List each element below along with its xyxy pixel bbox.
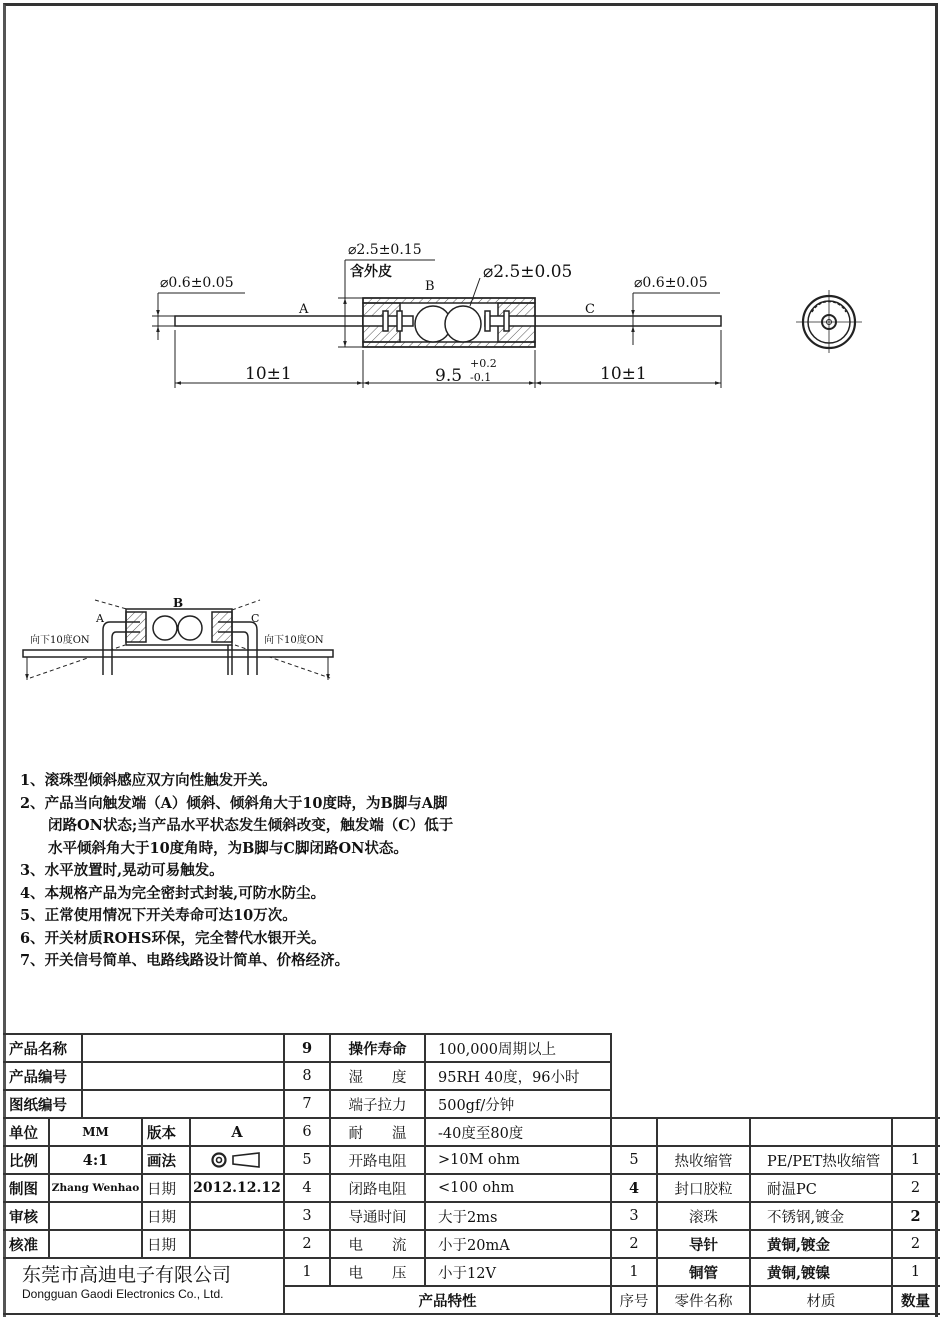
scale-label: 比例 [9, 1152, 38, 1170]
drawn-date-label: 日期 [147, 1181, 176, 1198]
note-4: 4、本规格产品为完全密封式封装,可防水防尘。 [20, 884, 326, 902]
bom-part-4: 封口胶粒 [674, 1181, 733, 1198]
note-2: 2、产品当向触发端（A）倾斜、倾斜角大于10度時，为B脚与A脚 [20, 794, 448, 812]
bom-header-qty: 数量 [901, 1292, 930, 1310]
char-no-4: 4 [302, 1180, 312, 1196]
product-name-label: 产品名称 [9, 1040, 67, 1058]
char-name-2: 电 流 [348, 1237, 407, 1254]
bom-no-5: 5 [629, 1152, 639, 1168]
lead-a [175, 316, 363, 326]
char-no-9: 9 [301, 1039, 313, 1057]
char-name-7: 端子拉力 [348, 1097, 407, 1114]
product-name-field [83, 1035, 283, 1061]
char-no-6: 6 [302, 1124, 312, 1140]
label-b: B [425, 279, 435, 294]
approve-label: 核准 [9, 1236, 38, 1254]
bom-material-1: 黄铜,镀镍 [767, 1264, 831, 1282]
drawn-by-value: Zhang Wenhao [51, 1182, 140, 1194]
len-body: 9.5 [435, 366, 463, 386]
char-no-3: 3 [302, 1208, 312, 1224]
version-value: A [231, 1123, 243, 1141]
projection-label: 画法 [147, 1152, 176, 1170]
note-5: 5、正常使用情况下开关寿命可达10万次。 [20, 907, 297, 924]
char-value-7: 500gf/分钟 [438, 1097, 515, 1114]
char-value-6: -40度至80度 [438, 1125, 524, 1142]
bom-part-2: 导针 [689, 1236, 718, 1254]
note-6: 6、开关材质ROHS环保，完全替代水银开关。 [20, 929, 326, 947]
char-name-4: 闭路电阻 [348, 1181, 407, 1198]
end-view [796, 290, 862, 353]
bom-header-material: 材质 [806, 1293, 836, 1310]
bom-qty-5: 1 [910, 1152, 921, 1168]
bom-material-3: 不锈钢,镀金 [767, 1209, 845, 1226]
bom-material-5: PE/PET热收缩管 [767, 1153, 881, 1170]
note-7: 7、开关信号简单、电路线路设计简单、价格经济。 [20, 952, 350, 969]
mount-label-b: B [173, 596, 184, 610]
note-2-cont-1: 闭路ON状态;当产品水平状态发生倾斜改变，触发端（C）低于 [48, 817, 454, 834]
mount-note-left: 向下10度ON [30, 635, 90, 646]
dim-body-note: 含外皮 [350, 264, 392, 280]
label-c: C [585, 302, 595, 317]
unit-value: MM [82, 1125, 109, 1139]
mount-label-a: A [96, 612, 104, 625]
char-name-1: 电 压 [348, 1265, 407, 1282]
len-body-tol-minus: -0.1 [470, 371, 492, 384]
company-name-cn: 东莞市高迪电子有限公司 [22, 1264, 232, 1286]
bom-no-3: 3 [629, 1208, 639, 1224]
side-view [175, 298, 721, 347]
approve-date-label: 日期 [147, 1237, 176, 1254]
char-no-5: 5 [302, 1152, 312, 1168]
note-3: 3、水平放置时,晃动可易触发。 [20, 862, 224, 879]
char-no-7: 7 [302, 1096, 312, 1112]
len-right: 10±1 [600, 364, 647, 384]
bom-qty-3: 2 [910, 1207, 921, 1225]
char-name-8: 湿 度 [348, 1069, 407, 1086]
version-label: 版本 [147, 1124, 176, 1142]
char-name-9: 操作寿命 [348, 1040, 407, 1058]
company-block [22, 1262, 282, 1302]
spec-notes [20, 770, 520, 973]
company-name-en: Dongguan Gaodi Electronics Co., Ltd. [22, 1287, 224, 1301]
char-value-4: <100 ohm [438, 1180, 515, 1196]
char-value-9: 100,000周期以上 [438, 1041, 556, 1058]
char-value-3: 大于2ms [438, 1209, 498, 1226]
char-value-2: 小于20mA [438, 1237, 510, 1254]
len-left: 10±1 [245, 364, 292, 384]
char-no-8: 8 [302, 1068, 312, 1084]
drawing-no-label: 图纸编号 [9, 1096, 67, 1114]
mount-note-right: 向下10度ON [264, 635, 324, 646]
review-label: 审核 [9, 1208, 38, 1226]
bom-material-4: 耐温PC [767, 1181, 817, 1198]
ball-right [445, 306, 481, 342]
projection-symbol [191, 1147, 283, 1173]
lead-c [533, 316, 721, 326]
note-2-cont-2: 水平倾斜角大于10度角時，为B脚与C脚闭路ON状态。 [48, 839, 408, 857]
dim-body-diameter: ⌀2.5±0.15 [348, 242, 422, 258]
char-name-5: 开路电阻 [348, 1153, 407, 1170]
bom-qty-1: 1 [910, 1264, 921, 1280]
mount-label-c: C [251, 612, 260, 625]
char-no-2: 2 [302, 1236, 312, 1252]
char-value-5: >10M ohm [438, 1152, 520, 1168]
char-value-8: 95RH 40度，96小时 [438, 1069, 580, 1086]
bom-qty-2: 2 [910, 1236, 921, 1252]
bom-qty-4: 2 [910, 1180, 921, 1196]
char-name-6: 耐 温 [348, 1125, 407, 1142]
note-1: 1、滚珠型倾斜感应双方向性触发开关。 [20, 772, 277, 789]
bom-no-2: 2 [629, 1236, 639, 1252]
unit-label: 单位 [9, 1124, 38, 1142]
dim-lead-right: ⌀0.6±0.05 [634, 275, 708, 291]
bom-part-1: 铜管 [689, 1264, 718, 1282]
review-date-label: 日期 [147, 1209, 176, 1226]
len-body-tol-plus: +0.2 [470, 357, 497, 370]
dim-lead-left: ⌀0.6±0.05 [160, 275, 234, 291]
bom-no-4: 4 [628, 1179, 640, 1197]
characteristics-footer: 产品特性 [418, 1292, 477, 1310]
char-name-3: 导通时间 [348, 1209, 407, 1226]
bom-no-1: 1 [629, 1264, 639, 1280]
char-no-1: 1 [302, 1264, 312, 1280]
drawn-date-value: 2012.12.12 [193, 1180, 281, 1196]
bom-part-3: 滚珠 [689, 1209, 718, 1226]
bom-header-no: 序号 [619, 1293, 649, 1310]
label-a: A [299, 302, 309, 317]
drawn-label: 制图 [9, 1180, 38, 1198]
bom-header-part: 零件名称 [674, 1293, 733, 1310]
product-code-label: 产品编号 [9, 1068, 67, 1086]
dim-ball: ⌀2.5±0.05 [483, 262, 573, 282]
bom-material-2: 黄铜,镀金 [767, 1236, 831, 1254]
first-angle-projection-icon [211, 1151, 263, 1169]
char-value-1: 小于12V [438, 1265, 496, 1282]
drawing-no-field [83, 1091, 283, 1117]
product-code-field [83, 1063, 283, 1089]
scale-value: 4:1 [82, 1151, 109, 1169]
bom-part-5: 热收缩管 [674, 1153, 733, 1170]
